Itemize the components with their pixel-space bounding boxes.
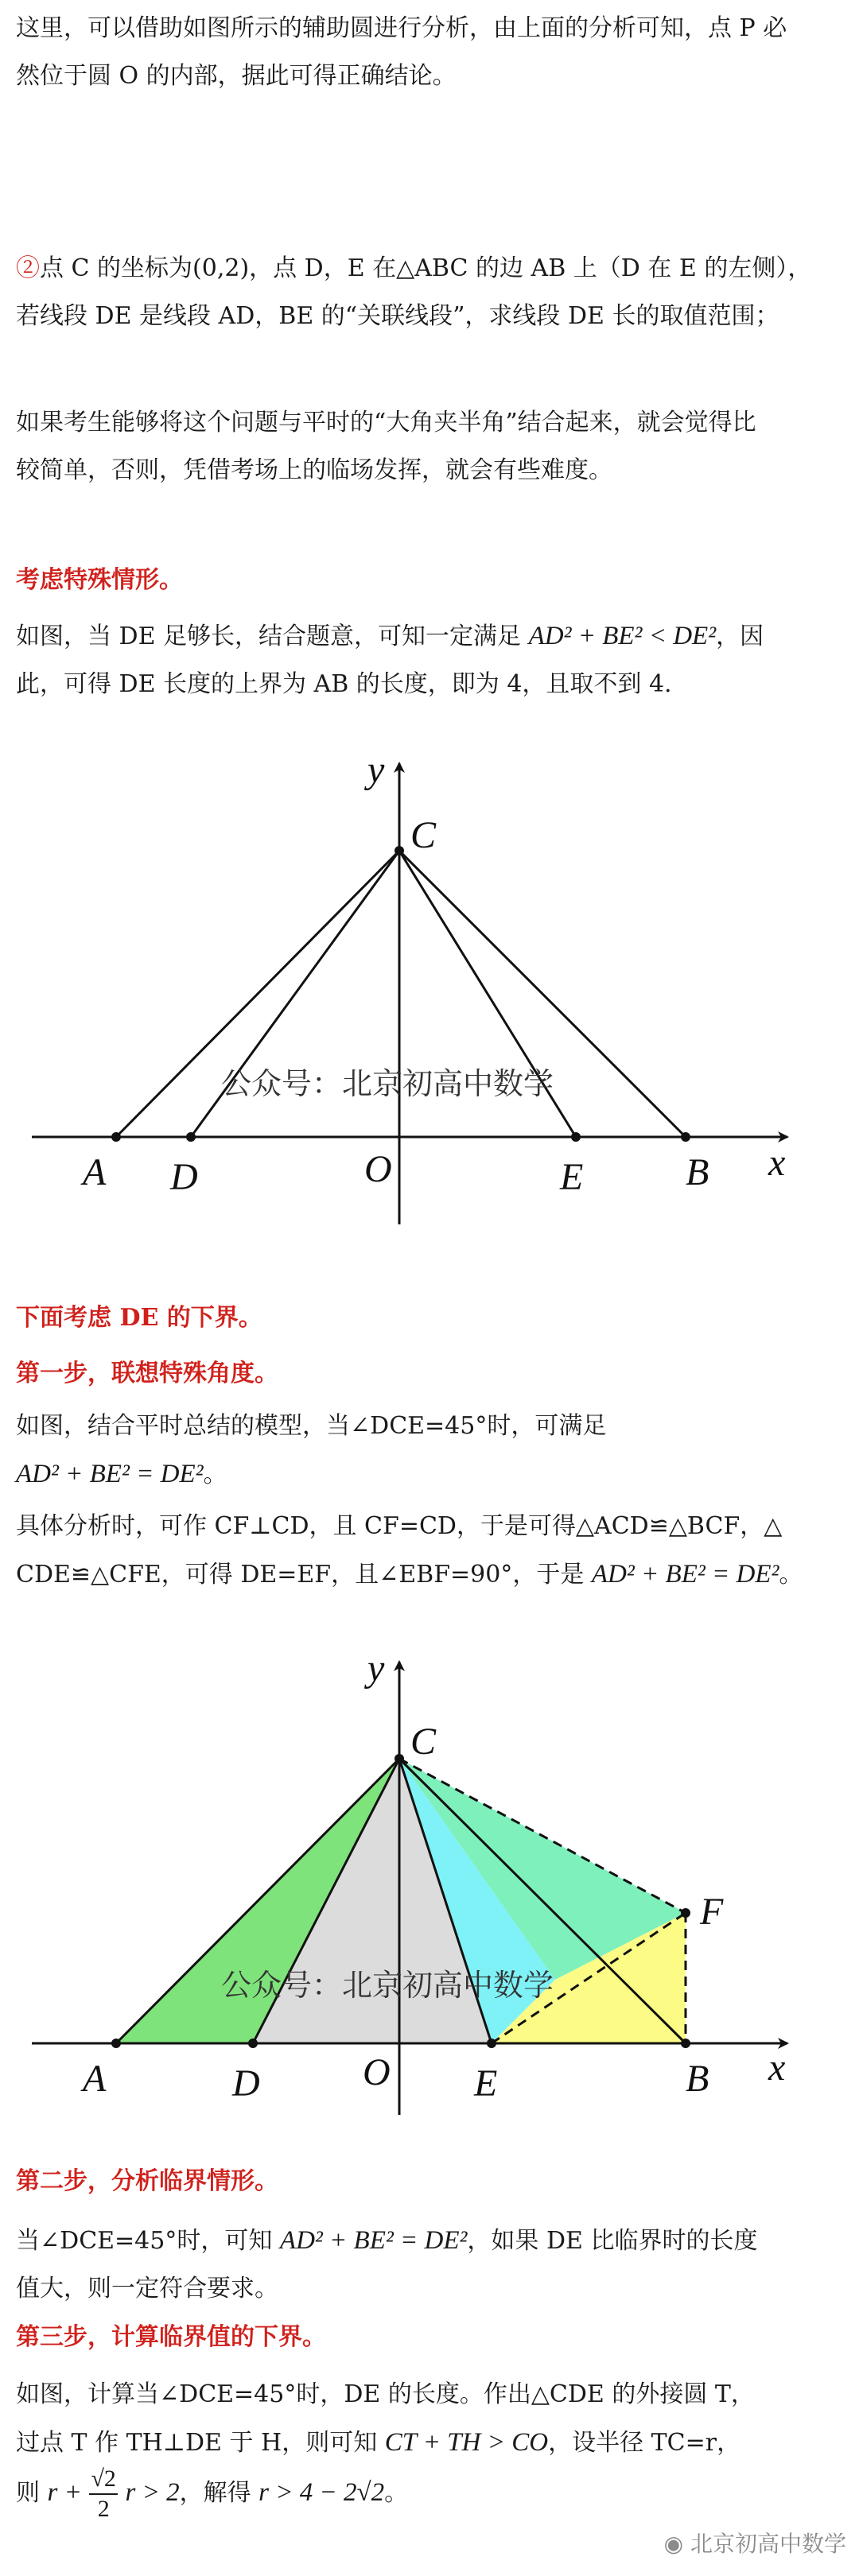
figure-1-svg [0,747,859,1240]
label2-f: F [700,1891,724,1933]
label2-o: O [363,2051,391,2093]
para6 [16,1503,845,1599]
point2-f [681,1908,690,1918]
para8 [16,2371,845,2521]
label-e: E [560,1156,584,1198]
fraction-sqrt2-over-2 [89,2467,117,2521]
fraction-denominator: 2 [97,2496,110,2522]
label2-d: D [232,2062,260,2105]
para7-line1a: 当∠DCE=45°时，可知 [16,2227,273,2255]
para4-line2: 此，可得 DE 长度的上界为 AB 的长度，即为 4，且取不到 4. [16,670,672,698]
para8-line2b: ，设半径 TC=r， [548,2429,741,2457]
fraction-numerator: √2 [89,2467,117,2495]
para8-line2a: 过点 T 作 TH⊥DE 于 H，则可知 [16,2429,378,2457]
label-a: A [83,1151,107,1193]
label2-x: x [768,2046,786,2089]
para8-line3b: ，解得 [179,2479,251,2507]
para5-line1: 如图，结合平时总结的模型，当∠DCE=45°时，可满足 [16,1412,607,1440]
equation-ad-be-de-3: AD² + BE² = DE² [279,2226,468,2255]
para3 [16,399,845,495]
para4-line1b: ，因 [716,623,764,650]
corner-watermark [664,2527,846,2559]
wechat-icon: ◉ [663,2531,690,2557]
heading-special-case: 考虑特殊情形。 [16,566,183,594]
corner-watermark-text: 北京初高中数学 [690,2531,846,2557]
para7-line2: 值大，则一定符合要求。 [16,2275,278,2302]
heading-step3: 第三步，计算临界值的下界。 [16,2323,326,2351]
label2-a: A [83,2058,107,2100]
label2-c: C [410,1721,437,1763]
para8-line3a: 则 [16,2479,40,2507]
para1-line2: 然位于圆 O 的内部，据此可得正确结论。 [16,62,457,90]
para1 [16,5,845,100]
point-a [111,1132,121,1142]
point2-c [395,1754,404,1763]
label-d: D [170,1156,198,1198]
para6-line2a: CDE≌△CFE，可得 DE=EF，且∠EBF=90°，于是 [16,1561,585,1589]
label-y: y [367,749,385,791]
q2-line1: 点 C 的坐标为(0,2)，点 D，E 在△ABC 的边 AB 上（D 在 E 的左侧）， [40,254,812,282]
figure-2-watermark: 公众号：北京初高中数学 [221,1968,554,2003]
expr-r-plus: r + [47,2478,82,2507]
circled-marker: ② [16,254,40,282]
heading-step1: 第一步，联想特殊角度。 [16,1360,278,1387]
para1-line1: 这里，可以借助如图所示的辅助圆进行分析，由上面的分析可知，点 P 必 [16,14,787,42]
figure-2 [0,1646,859,2123]
label-c: C [410,814,437,856]
equation-ad-be-de-2: AD² + BE² = DE² [591,1560,779,1589]
para3-line1: 如果考生能够将这个问题与平时的“大角夹半角”结合起来，就会觉得比 [16,409,756,436]
label2-b: B [686,2058,709,2100]
point-d [186,1132,196,1142]
expr-r-gt-2: r > 2 [125,2478,180,2507]
point2-b [681,2039,690,2048]
label-b: B [686,1151,709,1193]
para5-line2b: 。 [203,1461,227,1488]
question-2 [16,245,845,340]
result-r-gt: r > 4 − 2√2 [258,2478,385,2507]
q2-line2: 若线段 DE 是线段 AD，BE 的“关联线段”，求线段 DE 长的取值范围； [16,302,779,330]
point-e [571,1132,581,1142]
para4-line1a: 如图，当 DE 足够长，结合题意，可知一定满足 [16,623,522,650]
point-c [395,846,404,855]
point2-d [248,2039,258,2048]
para8-line3c: 。 [384,2479,409,2507]
inequality-ad-be-de: AD² + BE² < DE² [528,622,717,650]
para6-line1: 具体分析时，可作 CF⊥CD，且 CF=CD，于是可得△ACD≌△BCF，△ [16,1512,783,1540]
para8-line1: 如图，计算当∠DCE=45°时，DE 的长度。作出△CDE 的外接圆 T， [16,2380,755,2408]
figure-2-svg [0,1646,859,2123]
para6-line2b: 。 [779,1561,803,1589]
heading-lower-bound: 下面考虑 DE 的下界。 [16,1304,262,1332]
point-b [681,1132,690,1142]
para4 [16,612,845,708]
label2-y: y [367,1647,385,1690]
para3-line2: 较简单，否则，凭借考场上的临场发挥，就会有些难度。 [16,456,612,484]
label-o: O [364,1148,392,1190]
equation-ad-be-de-1: AD² + BE² = DE² [16,1460,204,1488]
point2-e [487,2039,496,2048]
heading-step2: 第二步，分析临界情形。 [16,2167,278,2195]
figure-1 [0,747,859,1240]
inequality-ct-th-co: CT + TH > CO [384,2428,549,2457]
para5 [16,1402,845,1499]
label-x: x [768,1142,786,1184]
label2-e: E [474,2062,498,2105]
point2-a [111,2039,121,2048]
para7-line1b: ，如果 DE 比临界时的长度 [467,2227,758,2255]
figure-1-watermark: 公众号：北京初高中数学 [221,1066,554,1101]
para7 [16,2217,845,2313]
